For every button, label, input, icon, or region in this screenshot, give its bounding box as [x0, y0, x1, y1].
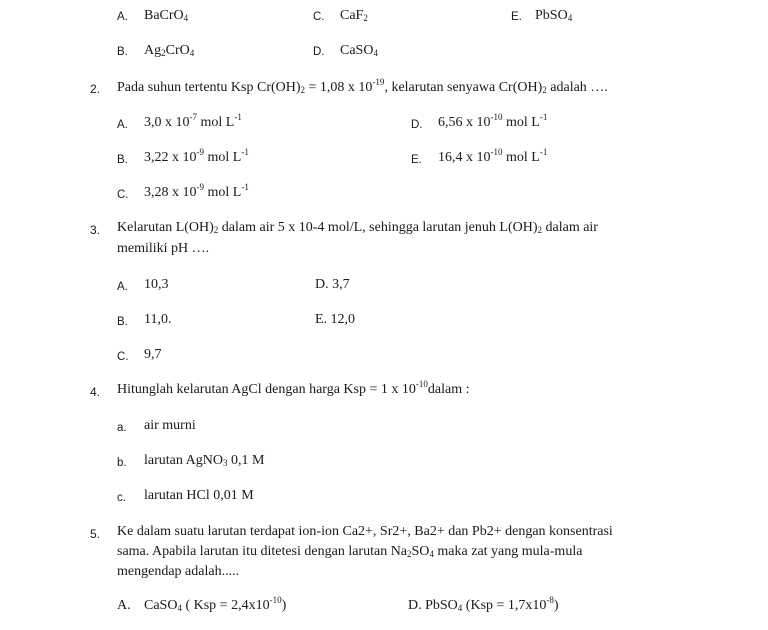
q1-option-e-text: PbSO$_4$: [535, 8, 573, 23]
q2-option-e-text: 16,4 x $10^{-10}$ mol $L^{-1}$: [438, 147, 548, 165]
q1-option-e-label: E.: [511, 11, 522, 23]
q4-item-b-label: b.: [117, 457, 127, 469]
q3-option-a-text: 10,3: [144, 277, 169, 292]
q4-item-c-label: c.: [117, 492, 126, 504]
q3-stem-line-2: memiliki pH ….: [117, 241, 210, 256]
q3-number: 3.: [90, 223, 101, 237]
q5-number: 5.: [90, 527, 101, 541]
q2-option-b-label: B.: [117, 154, 128, 166]
q3-option-b-label: B.: [117, 316, 128, 328]
q3-option-b-text: 11,0.: [144, 312, 172, 327]
q4-item-a-text: air murni: [144, 418, 196, 433]
q3-stem-line-1: Kelarutan $L(OH)_2$ dalam air 5 x 10-4 mol/L, sehingga larutan jenuh $L(OH)_2$ dalam air: [117, 220, 598, 235]
q2-option-a-text: 3,0 x $10^{-7}$ mol $L^{-1}$: [144, 112, 242, 130]
q1-option-b-text: $Ag_2CrO_4$: [144, 43, 195, 58]
q5-stem-line-3: mengendap adalah.....: [117, 564, 240, 579]
q1-option-c-label: C.: [313, 11, 325, 23]
q1-option-c-text: CaF$_2$: [340, 8, 368, 23]
q4-item-b-text: larutan AgNO$_3$ 0,1 M: [144, 453, 265, 468]
q3-option-e-text: E. 12,0: [315, 312, 356, 327]
q4-item-a-label: a.: [117, 422, 127, 434]
q3-option-d-text: D. 3,7: [315, 277, 350, 292]
q1-option-d-label: D.: [313, 46, 325, 58]
q5-option-a-label: A.: [117, 598, 131, 613]
q2-number: 2.: [90, 82, 101, 96]
q4-item-c-text: larutan HCl 0,01 M: [144, 488, 254, 503]
q1-option-a-label: A.: [117, 11, 128, 23]
q4-number: 4.: [90, 385, 101, 399]
q2-option-c-text: 3,28 x $10^{-9}$ mol $L^{-1}$: [144, 182, 249, 200]
q5-option-a-text: CaSO$_4$ ( Ksp = $2,4x10^{-10}$): [144, 595, 287, 613]
q5-stem-line-2: sama. Apabila larutan itu ditetesi dengan larutan $Na_2SO_4$ maka zat yang mula-mula: [117, 544, 583, 559]
q5-option-d-text: D. PbSO$_4$ $(Ksp = 1,7x10^{-8})$: [408, 595, 559, 613]
q5-stem-line-1: Ke dalam suatu larutan terdapat ion-ion Ca2+, Sr2+, Ba2+ dan Pb2+ dengan konsentrasi: [117, 524, 613, 539]
q1-option-b-label: B.: [117, 46, 128, 58]
q2-option-d-label: D.: [411, 119, 423, 131]
q2-option-e-label: E.: [411, 154, 422, 166]
q3-option-c-label: C.: [117, 351, 129, 363]
q2-option-d-text: 6,56 x $10^{-10}$ mol $L^{-1}$: [438, 112, 548, 130]
q3-option-a-label: A.: [117, 281, 128, 293]
q1-option-d-text: CaSO$_4$: [340, 43, 378, 58]
q2-option-a-label: A.: [117, 119, 128, 131]
q2-option-b-text: 3,22 x $10^{-9}$ mol $L^{-1}$: [144, 147, 249, 165]
q3-option-c-text: 9,7: [144, 347, 162, 362]
q2-stem: Pada suhun tertentu Ksp $Cr(OH)_2 = 1,08$ x $10^{-19}$, kelarutan senyawa $Cr(OH)_2$ adalah ….: [117, 77, 608, 95]
q1-option-a-text: BaCrO$_4$: [144, 8, 189, 23]
q2-option-c-label: C.: [117, 189, 129, 201]
q4-stem: Hitunglah kelarutan AgCl dengan harga Ksp = 1 x $10^{-10}dalam$ :: [117, 379, 470, 397]
